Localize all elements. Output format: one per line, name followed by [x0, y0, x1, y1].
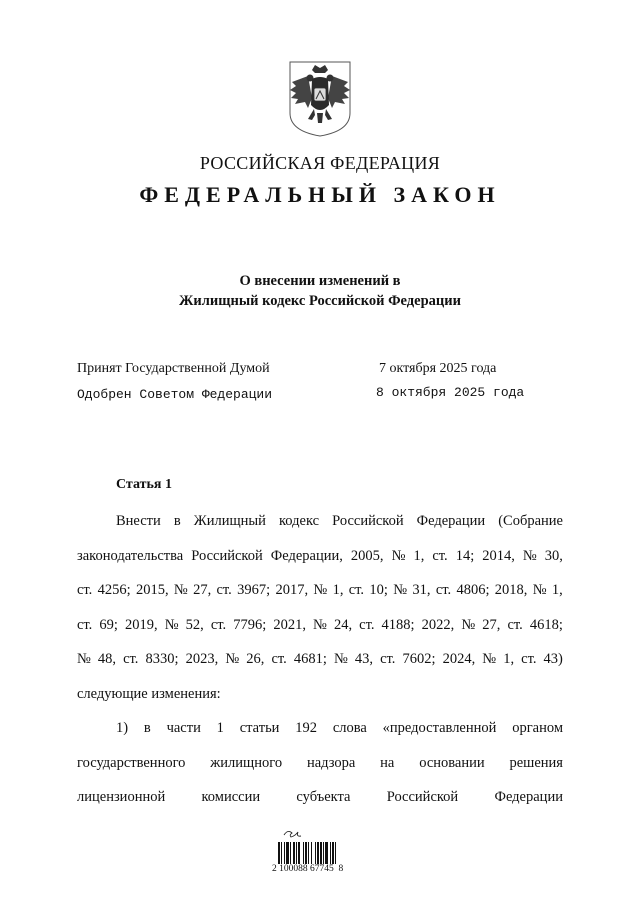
- article-word: в: [143, 720, 151, 736]
- country-title: РОССИЙСКАЯ ФЕДЕРАЦИЯ: [199, 153, 441, 173]
- article-word: №: [333, 651, 348, 667]
- article-word: законодательства: [77, 547, 184, 564]
- article-word: 24,: [333, 616, 353, 633]
- coat-of-arms-icon: [288, 61, 352, 137]
- article-word: Российской: [386, 789, 459, 805]
- article-word: 4681;: [293, 651, 327, 667]
- article-word: 31,: [412, 582, 431, 598]
- article-word: в: [173, 513, 181, 529]
- barcode-bar: [305, 842, 307, 864]
- article-word: 7796;: [233, 616, 267, 633]
- article-word: 43): [543, 651, 563, 667]
- article-word: ст.: [432, 547, 448, 564]
- article-word: 14;: [455, 547, 475, 564]
- article-word: 1,: [332, 582, 344, 598]
- article-word: 10;: [369, 582, 388, 598]
- article-word: ст.: [210, 616, 227, 633]
- article-word: «предоставленной: [382, 720, 497, 736]
- article-word: 4188;: [381, 616, 415, 633]
- article-word: 7602;: [402, 651, 436, 667]
- article-line: [77, 504, 563, 539]
- article-word: Российской: [332, 513, 404, 529]
- article-word: 69;: [99, 616, 118, 633]
- barcode-bar: [298, 842, 300, 864]
- article-word: ст.: [380, 651, 396, 667]
- article-word: жилищного: [210, 754, 283, 771]
- article-word: ст.: [271, 651, 287, 667]
- article-word: 2005,: [350, 547, 384, 564]
- article-word: ст.: [348, 582, 365, 598]
- article-word: 27,: [193, 582, 212, 598]
- council-approval-date: 8 октября 2025 года: [376, 385, 525, 400]
- barcode-bar: [330, 842, 331, 864]
- article-word: на: [380, 754, 395, 771]
- article-word: решения: [509, 754, 563, 771]
- barcode-bar: [278, 842, 280, 864]
- article-word: 3967;: [237, 582, 271, 598]
- article-word: надзора: [306, 754, 356, 771]
- article-word: №: [391, 547, 406, 564]
- article-heading: Статья 1: [116, 477, 172, 492]
- barcode-bar: [286, 842, 289, 864]
- article-line: [77, 780, 563, 815]
- article-word: 2019,: [125, 616, 158, 633]
- barcode-bar: [323, 842, 324, 864]
- article-word: кодекс: [279, 513, 320, 529]
- article-word: 43,: [354, 651, 373, 667]
- article-line: [77, 608, 563, 643]
- barcode-bar: [335, 842, 336, 864]
- article-word: 2014,: [482, 547, 515, 564]
- article-word: №: [313, 582, 328, 598]
- barcode-bar: [311, 842, 312, 864]
- barcode-bar: [290, 842, 291, 864]
- article-word: 52,: [185, 616, 204, 633]
- article-word: 2023,: [185, 651, 219, 667]
- article-word: ст.: [123, 651, 139, 667]
- article-word: 27,: [482, 616, 501, 633]
- article-word: ст.: [435, 582, 452, 598]
- article-word: 26,: [246, 651, 265, 667]
- article-word: №: [173, 582, 188, 598]
- article-word: ст.: [77, 582, 93, 598]
- article-word: 48,: [97, 651, 117, 667]
- article-word: Федерации,: [270, 547, 343, 564]
- barcode-bar: [284, 842, 285, 864]
- article-word: №: [482, 651, 497, 667]
- article-word: субъекта: [296, 789, 351, 805]
- article-word: 4618;: [529, 616, 563, 633]
- duma-adoption-label: Принят Государственной Думой: [77, 361, 270, 376]
- article-word: Жилищный: [193, 513, 266, 529]
- article-word: лицензионной: [77, 789, 166, 805]
- barcode-bar: [296, 842, 297, 864]
- article-line: [77, 711, 563, 746]
- article-word: 4806;: [456, 582, 490, 598]
- article-word: государственного: [77, 754, 186, 771]
- article-word: 8330;: [145, 651, 179, 667]
- article-word: №: [225, 651, 240, 667]
- article-word: комиссии: [201, 789, 261, 805]
- barcode-number: 2 100088 67745 8: [272, 864, 344, 874]
- document-type-title: ФЕДЕРАЛЬНЫЙ ЗАКОН: [139, 182, 501, 207]
- article-line: [77, 746, 563, 781]
- article-word: №: [313, 616, 327, 633]
- article-word: ст.: [359, 616, 375, 633]
- barcode-bar: [293, 842, 295, 864]
- article-word: 1,: [551, 582, 563, 598]
- article-word: слова: [332, 720, 367, 736]
- barcode-bar: [325, 842, 328, 864]
- barcode-bar: [320, 842, 322, 864]
- article-word: 4256;: [97, 582, 131, 598]
- article-word: Федерации: [416, 513, 486, 529]
- article-line-text: следующие изменения:: [77, 685, 221, 702]
- barcode-bar: [317, 842, 319, 864]
- law-subject-line-2: Жилищный кодекс Российской Федерации: [179, 293, 461, 309]
- article-word: 2024,: [442, 651, 476, 667]
- article-word: 2017,: [275, 582, 309, 598]
- article-word: №: [164, 616, 179, 633]
- article-body: [77, 504, 563, 815]
- article-word: 30,: [544, 547, 563, 564]
- article-line: [77, 539, 563, 574]
- duma-adoption-date: 7 октября 2025 года: [379, 361, 497, 376]
- article-word: Федерации: [494, 789, 563, 805]
- article-word: 2022,: [421, 616, 455, 633]
- article-word: (Собрание: [498, 513, 563, 529]
- article-word: ст.: [521, 651, 537, 667]
- article-word: 2015,: [135, 582, 169, 598]
- article-word: 1,: [413, 547, 425, 564]
- article-word: №: [522, 547, 537, 564]
- article-word: основании: [419, 754, 485, 771]
- article-line: [77, 573, 563, 608]
- article-line: [77, 642, 563, 677]
- article-word: 192: [295, 720, 318, 736]
- article-word: 1,: [503, 651, 515, 667]
- law-subject-line-1: О внесении изменений в: [239, 273, 401, 289]
- article-word: №: [393, 582, 408, 598]
- article-word: ст.: [77, 616, 93, 633]
- article-line: [77, 677, 563, 712]
- barcode-bar: [332, 842, 334, 864]
- article-word: №: [461, 616, 476, 633]
- article-word: ст.: [507, 616, 523, 633]
- article-word: Российской: [191, 547, 263, 564]
- article-word: 1: [216, 720, 224, 736]
- barcode-bar: [308, 842, 309, 864]
- article-word: 2018,: [494, 582, 528, 598]
- article-word: №: [532, 582, 547, 598]
- barcode-bar: [281, 842, 282, 864]
- article-word: части: [166, 720, 201, 736]
- article-word: 2021,: [273, 616, 306, 633]
- barcode-bar: [303, 842, 304, 864]
- council-approval-label: Одобрен Советом Федерации: [77, 387, 273, 402]
- law-subject: [0, 271, 640, 311]
- article-word: 1): [116, 720, 129, 736]
- article-word: №: [77, 651, 91, 667]
- article-word: органом: [512, 720, 563, 736]
- article-word: Внести: [116, 513, 161, 529]
- barcode-bar: [315, 842, 316, 864]
- article-word: ст.: [216, 582, 232, 598]
- article-word: статьи: [239, 720, 280, 736]
